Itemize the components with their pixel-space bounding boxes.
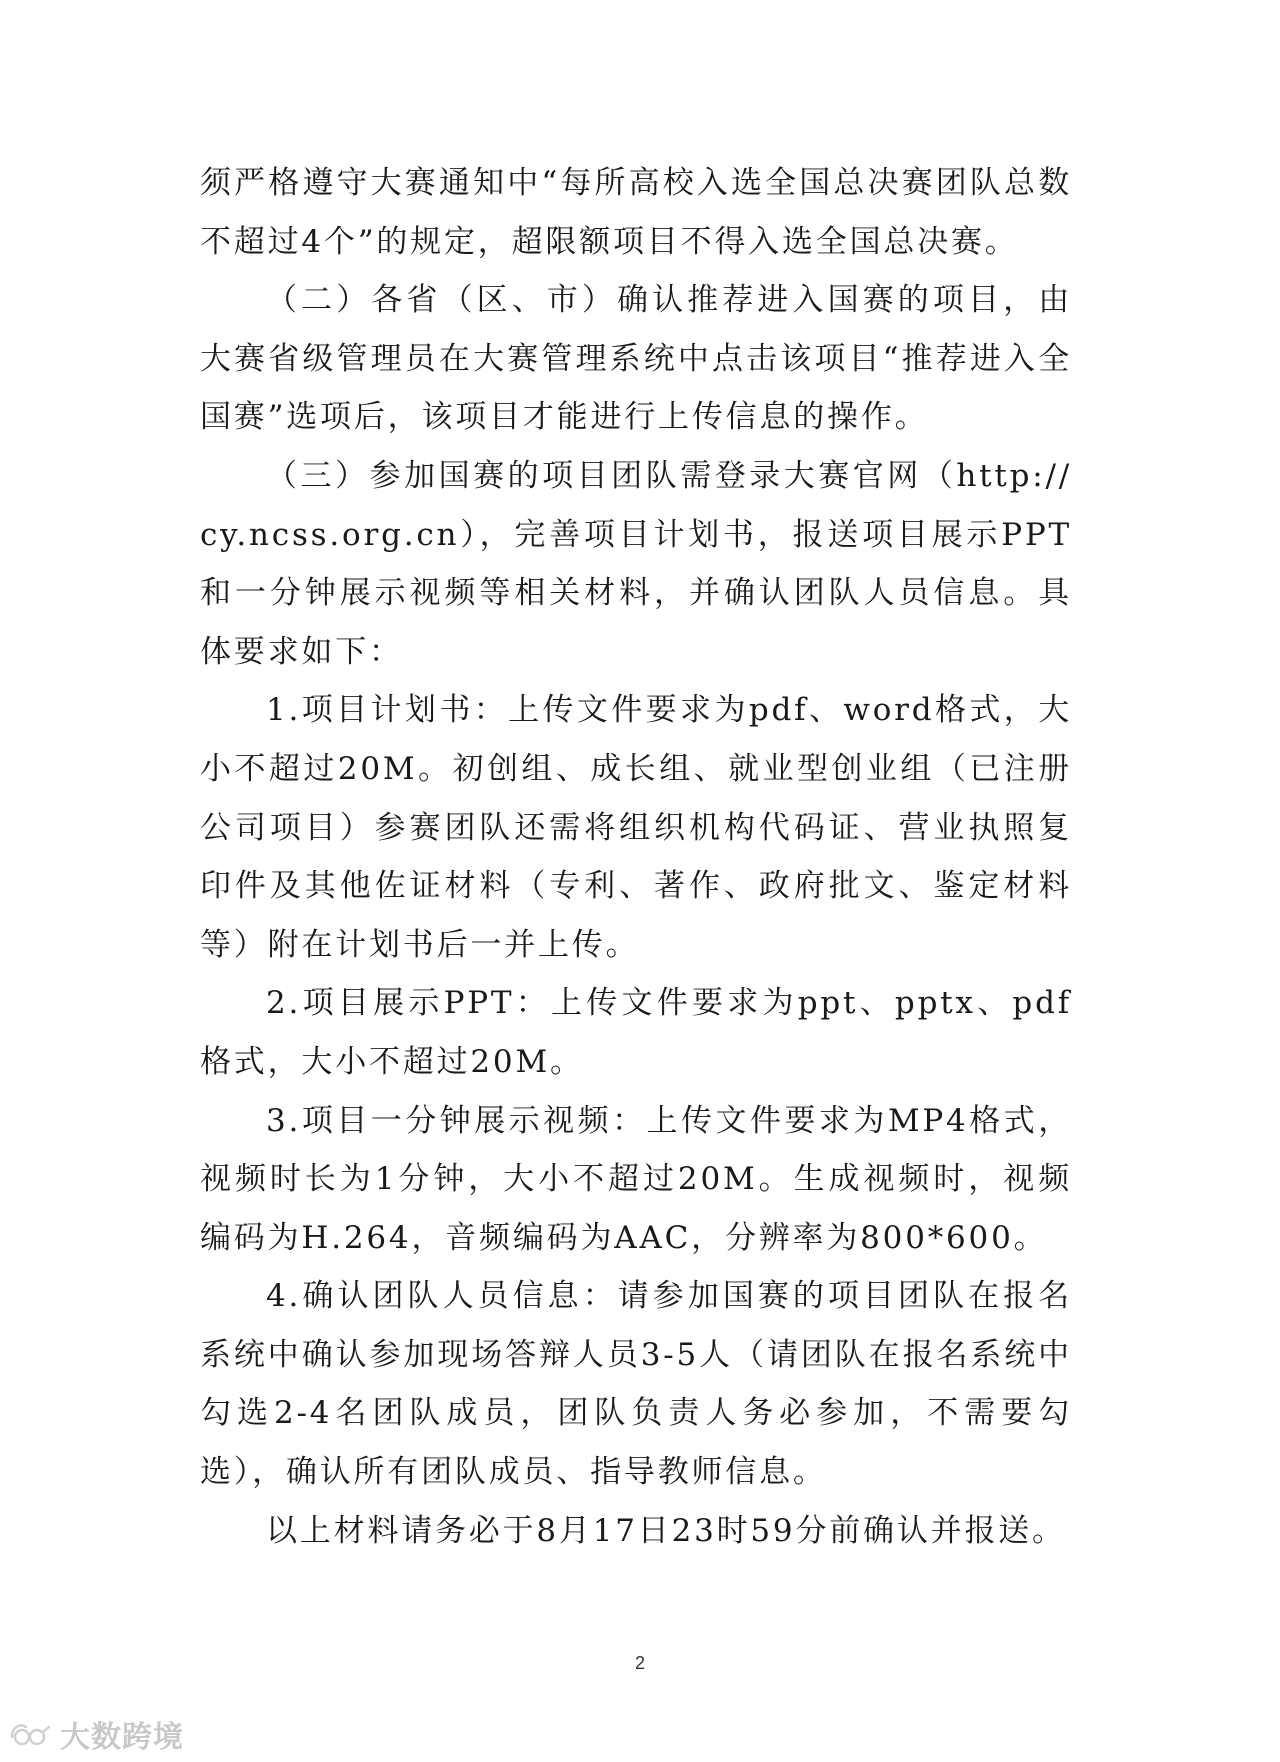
page-number: 2 xyxy=(634,1653,645,1673)
watermark-text: 大数跨境 xyxy=(60,1720,184,1755)
paragraph-continuation: 须严格遵守大赛通知中“每所高校入选全国总决赛团队总数不超过4个”的规定，超限额项目不得入选全国总决赛。 xyxy=(200,165,1072,260)
dashu-logo-icon xyxy=(6,1717,52,1751)
paragraph-item-1: 1.项目计划书：上传文件要求为pdf、word格式，大小不超过20M。初创组、成长组、就业型创业组（已注册公司项目）参赛团队还需将组织机构代码证、营业执照复印件及其他佐证材料（专利、著作、政府批文、鉴定材料等）附在计划书后一并上传。 xyxy=(200,692,1072,963)
paragraph-item-2: 2.项目展示PPT：上传文件要求为ppt、pptx、pdf格式，大小不超过20M。 xyxy=(200,985,1072,1080)
watermark xyxy=(6,1712,184,1756)
paragraph-item-4: 4.确认团队人员信息：请参加国赛的项目团队在报名系统中确认参加现场答辩人员3-5人（请团队在报名系统中勾选2-4名团队成员，团队负责人务必参加，不需要勾选），确认所有团队成员、指导教师信息。 xyxy=(200,1278,1072,1491)
paragraph-section-2: （二）各省（区、市）确认推荐进入国赛的项目，由大赛省级管理员在大赛管理系统中点击该项目“推荐进入全国赛”选项后，该项目才能进行上传信息的操作。 xyxy=(200,282,1072,436)
paragraph-deadline: 以上材料请务必于8月17日23时59分前确认并报送。 xyxy=(266,1512,1066,1549)
paragraph-item-3: 3.项目一分钟展示视频：上传文件要求为MP4格式，视频时长为1分钟，大小不超过20M。生成视频时，视频编码为H.264，音频编码为AAC，分辨率为800*600。 xyxy=(200,1102,1072,1256)
paragraph-section-3: （三）参加国赛的项目团队需登录大赛官网（http://cy.ncss.org.cn），完善项目计划书，报送项目展示PPT和一分钟展示视频等相关材料，并确认团队人员信息。具体要求如下： xyxy=(200,457,1072,670)
document-body xyxy=(200,154,1072,1560)
